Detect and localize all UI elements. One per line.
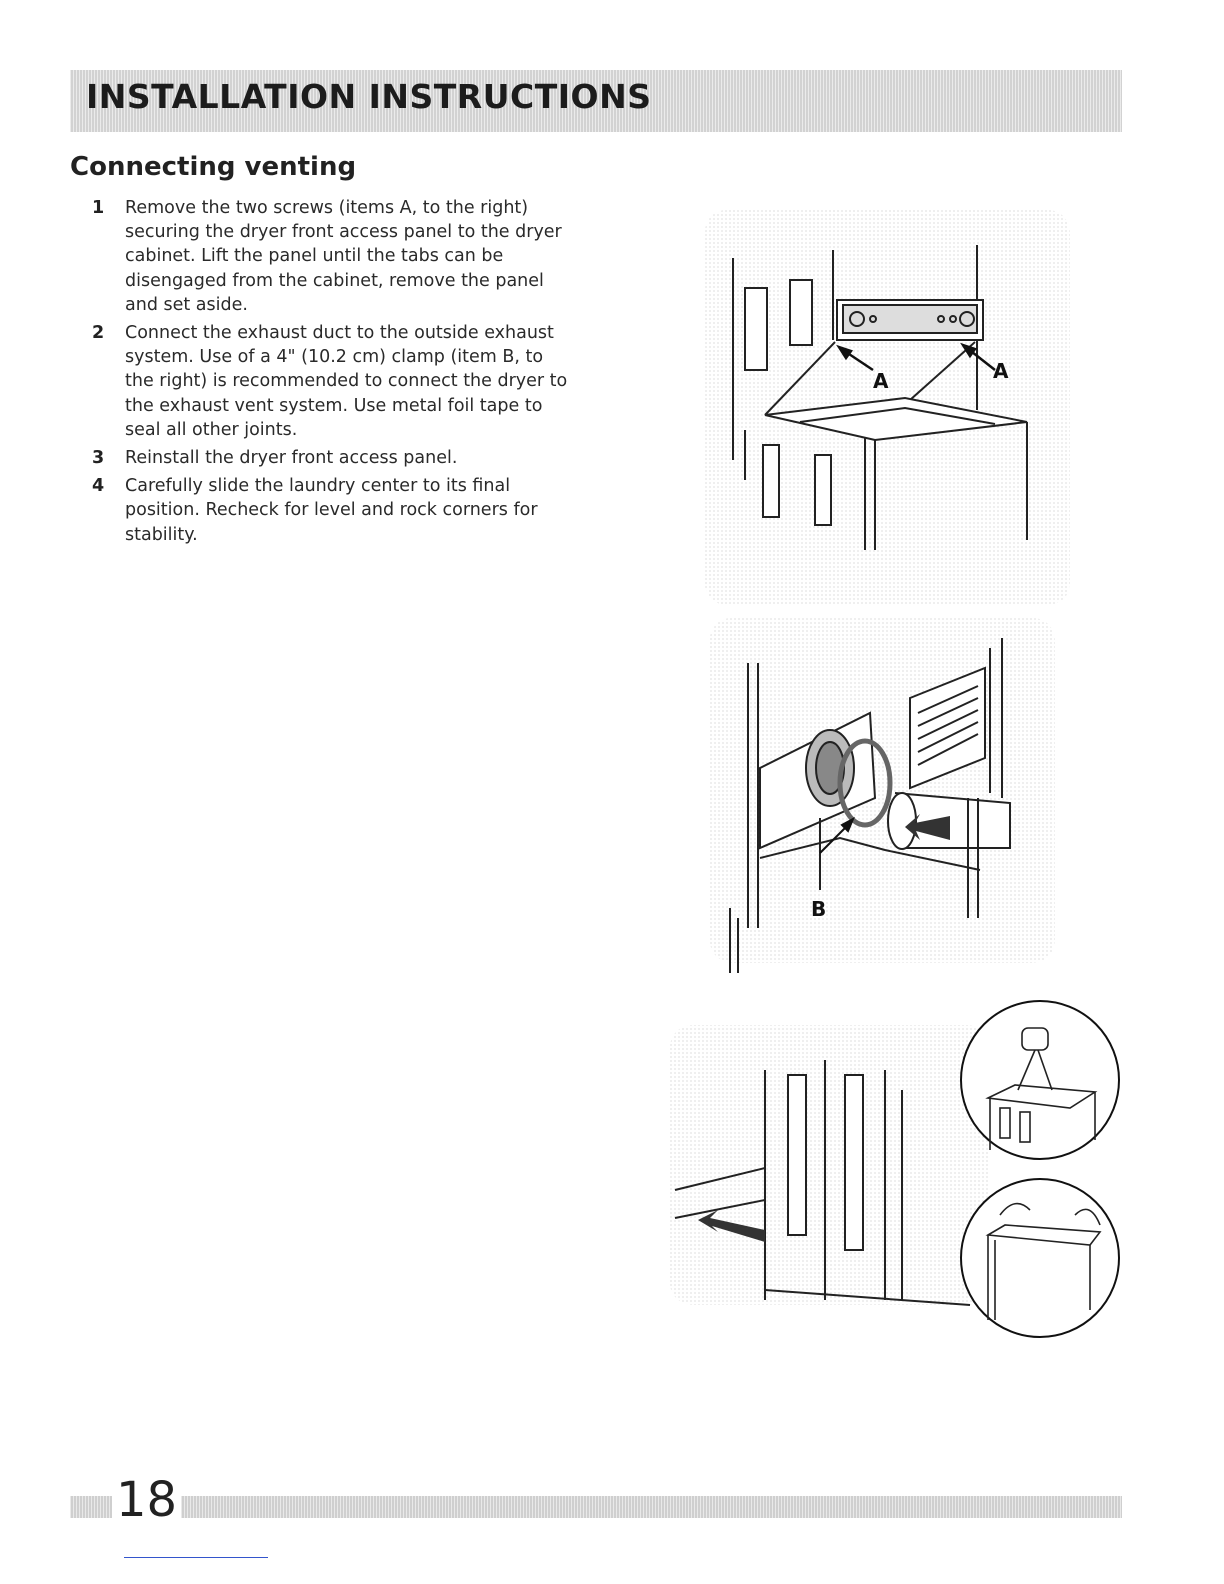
label-a-left: A [873, 369, 889, 393]
steps-list [92, 196, 572, 551]
step-number: 2 [92, 323, 105, 344]
footer-bar [70, 1496, 1122, 1518]
step-text: Remove the two screws (items A, to the right) securing the dryer front access panel to the dryer cabinet. Lift the panel until the tabs can be disengaged from the cabinet, remove the panel and set aside. [125, 198, 562, 315]
step-item [92, 446, 572, 470]
step-text: Connect the exhaust duct to the outside exhaust system. Use of a 4" (10.2 cm) clamp (item B, to the right) is recommended to connect the dryer to the exhaust vent system. Use metal foil tape to seal all other joints. [125, 323, 568, 440]
step-text: Reinstall the dryer front access panel. [125, 448, 458, 469]
step-item [92, 321, 572, 442]
page-title: INSTALLATION INSTRUCTIONS [86, 77, 652, 116]
step-number: 4 [92, 476, 105, 497]
step-number: 1 [92, 198, 105, 218]
dryer-access-panel-illustration [705, 210, 1070, 605]
footer-divider [124, 1557, 268, 1558]
header-banner [70, 70, 1122, 132]
step-text: Carefully slide the laundry center to its final position. Recheck for level and rock corners for stability. [125, 476, 538, 545]
label-a-right: A [993, 359, 1009, 383]
step-item [92, 474, 572, 547]
step-number: 3 [92, 448, 105, 469]
laundry-center-slide-illustration [670, 1000, 1125, 1345]
label-b: B [811, 897, 827, 921]
section-title: Connecting venting [70, 152, 357, 182]
exhaust-duct-clamp-illustration [710, 618, 1055, 978]
step-item [92, 196, 572, 317]
page-number: 18 [112, 1470, 181, 1530]
